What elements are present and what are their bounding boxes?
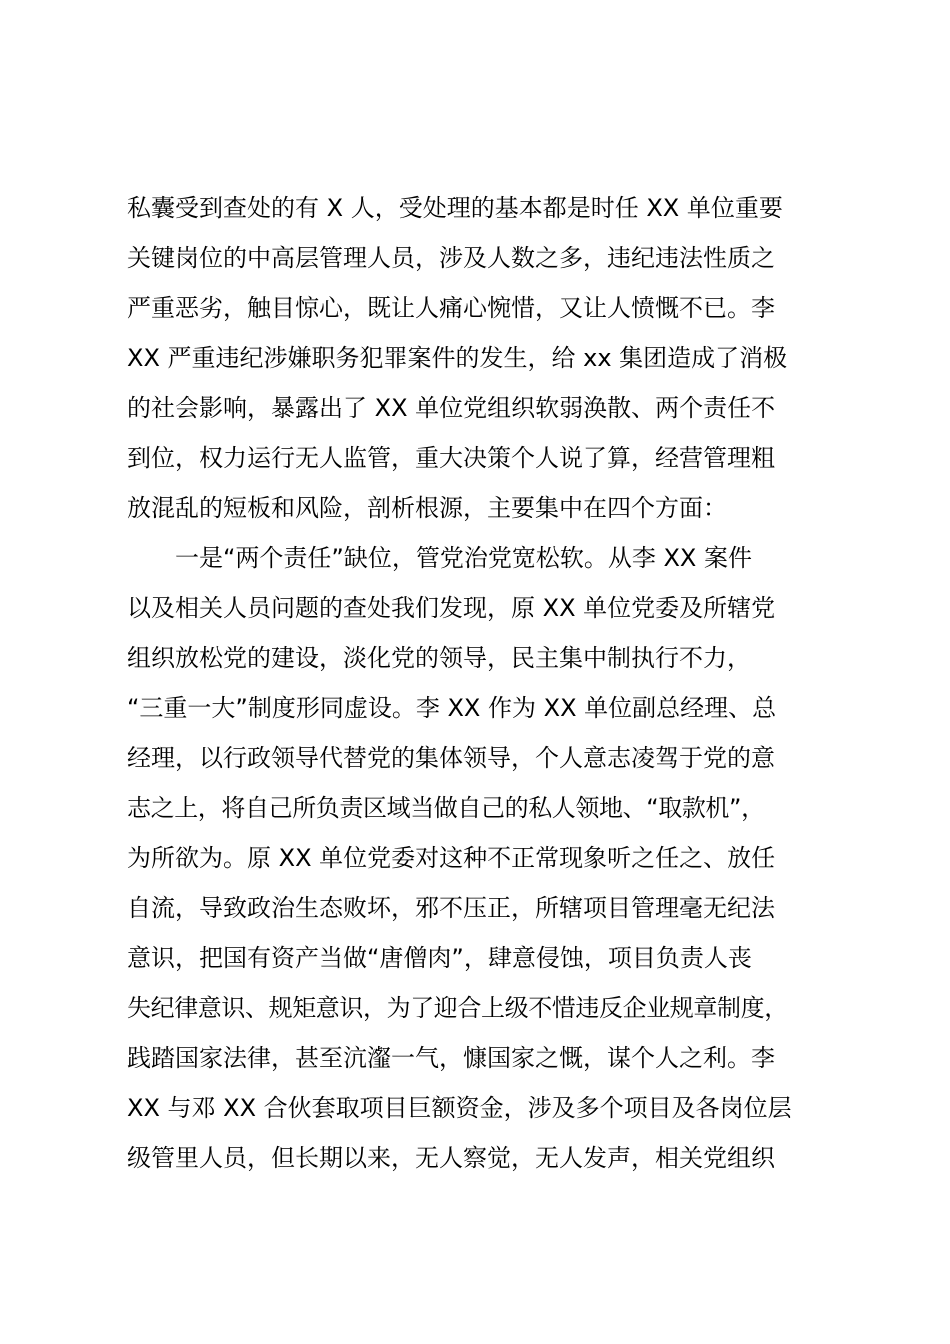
text-line: XX 严重违纪涉嫌职务犯罪案件的发生，给 xx 集团造成了消极 <box>127 344 788 372</box>
text-line: 自流，导致政治生态败坏，邪不压正，所辖项目管理毫无纪法 <box>127 894 775 922</box>
text-line: 经理，以行政领导代替党的集体领导，个人意志凌驾于党的意 <box>127 744 775 772</box>
text-line: 践踏国家法律，甚至沆瀣一气，慷国家之慨，谋个人之利。李 <box>127 1044 775 1072</box>
text-line: 为所欲为。原 XX 单位党委对这种不正常现象听之任之、放任 <box>127 844 776 872</box>
body-text <box>127 183 847 1183</box>
text-line: 级管里人员，但长期以来，无人察觉，无人发声，相关党组织 <box>127 1144 775 1172</box>
text-line: 以及相关人员问题的查处我们发现，原 XX 单位党委及所辖党 <box>127 594 776 622</box>
paragraph-first-line: 一是“两个责任”缺位，管党治党宽松软。从李 XX 案件 <box>175 544 753 572</box>
text-line: 组织放松党的建设，淡化党的领导，民主集中制执行不力， <box>127 644 751 672</box>
text-line: 的社会影响，暴露出了 XX 单位党组织软弱涣散、两个责任不 <box>127 394 776 422</box>
text-line: “三重一大”制度形同虚设。李 XX 作为 XX 单位副总经理、总 <box>127 694 777 722</box>
text-line: 私囊受到查处的有 X 人，受处理的基本都是时任 XX 单位重要 <box>127 194 783 222</box>
text-line: 关键岗位的中高层管理人员，涉及人数之多，违纪违法性质之 <box>127 244 775 272</box>
text-line: 放混乱的短板和风险，剖析根源，主要集中在四个方面： <box>127 494 727 522</box>
text-line: 志之上，将自己所负责区域当做自己的私人领地、“取款机”， <box>127 794 765 822</box>
text-line: 到位，权力运行无人监管，重大决策个人说了算，经营管理粗 <box>127 444 775 472</box>
text-line: 失纪律意识、规矩意识，为了迎合上级不惜违反企业规章制度， <box>127 994 788 1022</box>
text-line: 意识，把国有资产当做“唐僧肉”，肆意侵蚀，项目负责人丧 <box>127 944 752 972</box>
text-line: XX 与邓 XX 合伙套取项目巨额资金，涉及多个项目及各岗位层 <box>127 1094 792 1122</box>
text-line: 严重恶劣，触目惊心，既让人痛心惋惜，又让人愤慨不已。李 <box>127 294 775 322</box>
